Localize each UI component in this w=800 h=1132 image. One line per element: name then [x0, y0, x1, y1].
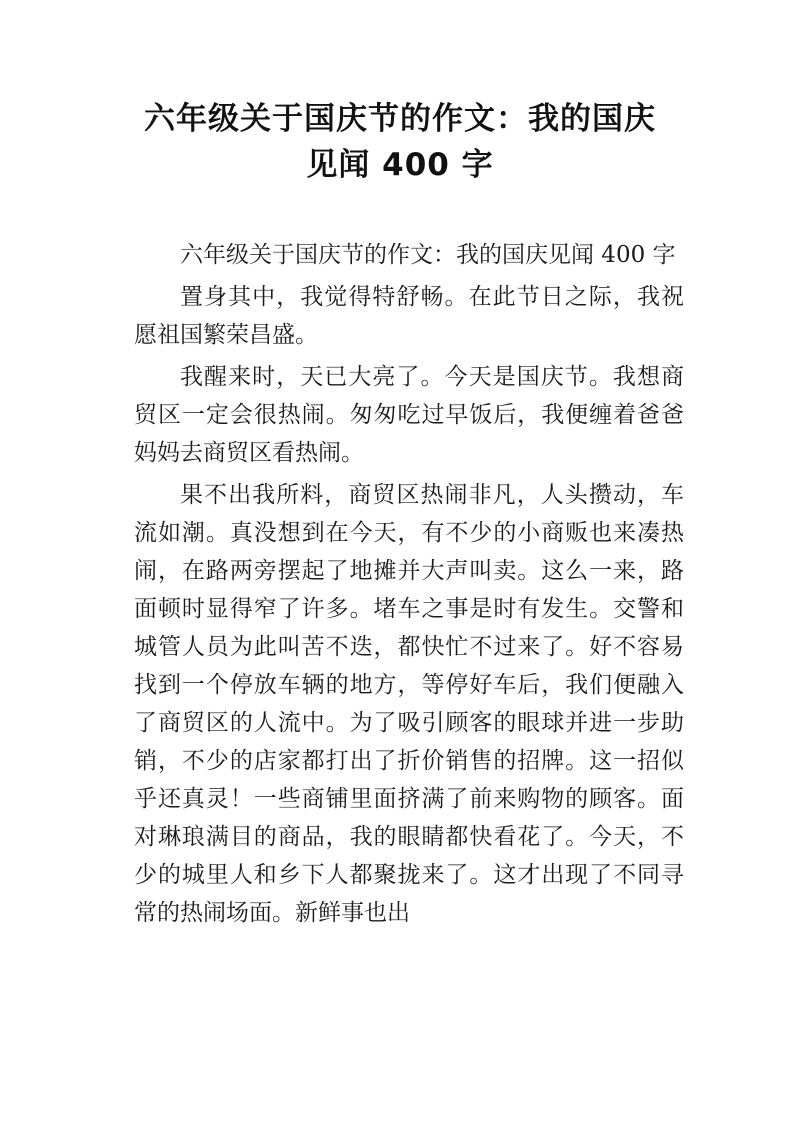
paragraph-2: 置身其中，我觉得特舒畅。在此节日之际，我祝愿祖国繁荣昌盛。 — [134, 284, 684, 348]
title-line-1: 六年级关于国庆节的作文：我的国庆 — [144, 101, 656, 137]
paragraph-1: 六年级关于国庆节的作文：我的国庆见闻 400 字 — [180, 242, 676, 268]
paragraph-4: 果不出我所料，商贸区热闹非凡，人头攒动，车流如潮。真没想到在今天，有不少的小商贩也来凑热闹，在路两旁摆起了地摊并大声叫卖。这么一来，路面顿时显得窄了许多。堵车之事是时有发生。交警和城管人员为此叫苦不迭，都快忙不过来了。好不容易找到一个停放车辆的地方，等停好车后，我们便融入了商贸区的人流中。为了吸引顾客的眼球并进一步助销，不少的店家都打出了折价销售的招牌。这一招似乎还真灵！一些商铺里面挤满了前来购物的顾客。面对琳琅满目的商品，我的眼睛都快看花了。今天，不少的城里人和乡下人都聚拢来了。这才出现了不同寻常的热闹场面。新鲜事也出 — [134, 482, 684, 926]
document-title — [120, 96, 680, 188]
document-body — [134, 236, 684, 936]
title-line-2: 见闻 400 字 — [306, 147, 494, 183]
paragraph-3: 我醒来时，天已大亮了。今天是国庆节。我想商贸区一定会很热闹。匆匆吃过早饭后，我便缠着爸爸妈妈去商贸区看热闹。 — [134, 364, 684, 466]
